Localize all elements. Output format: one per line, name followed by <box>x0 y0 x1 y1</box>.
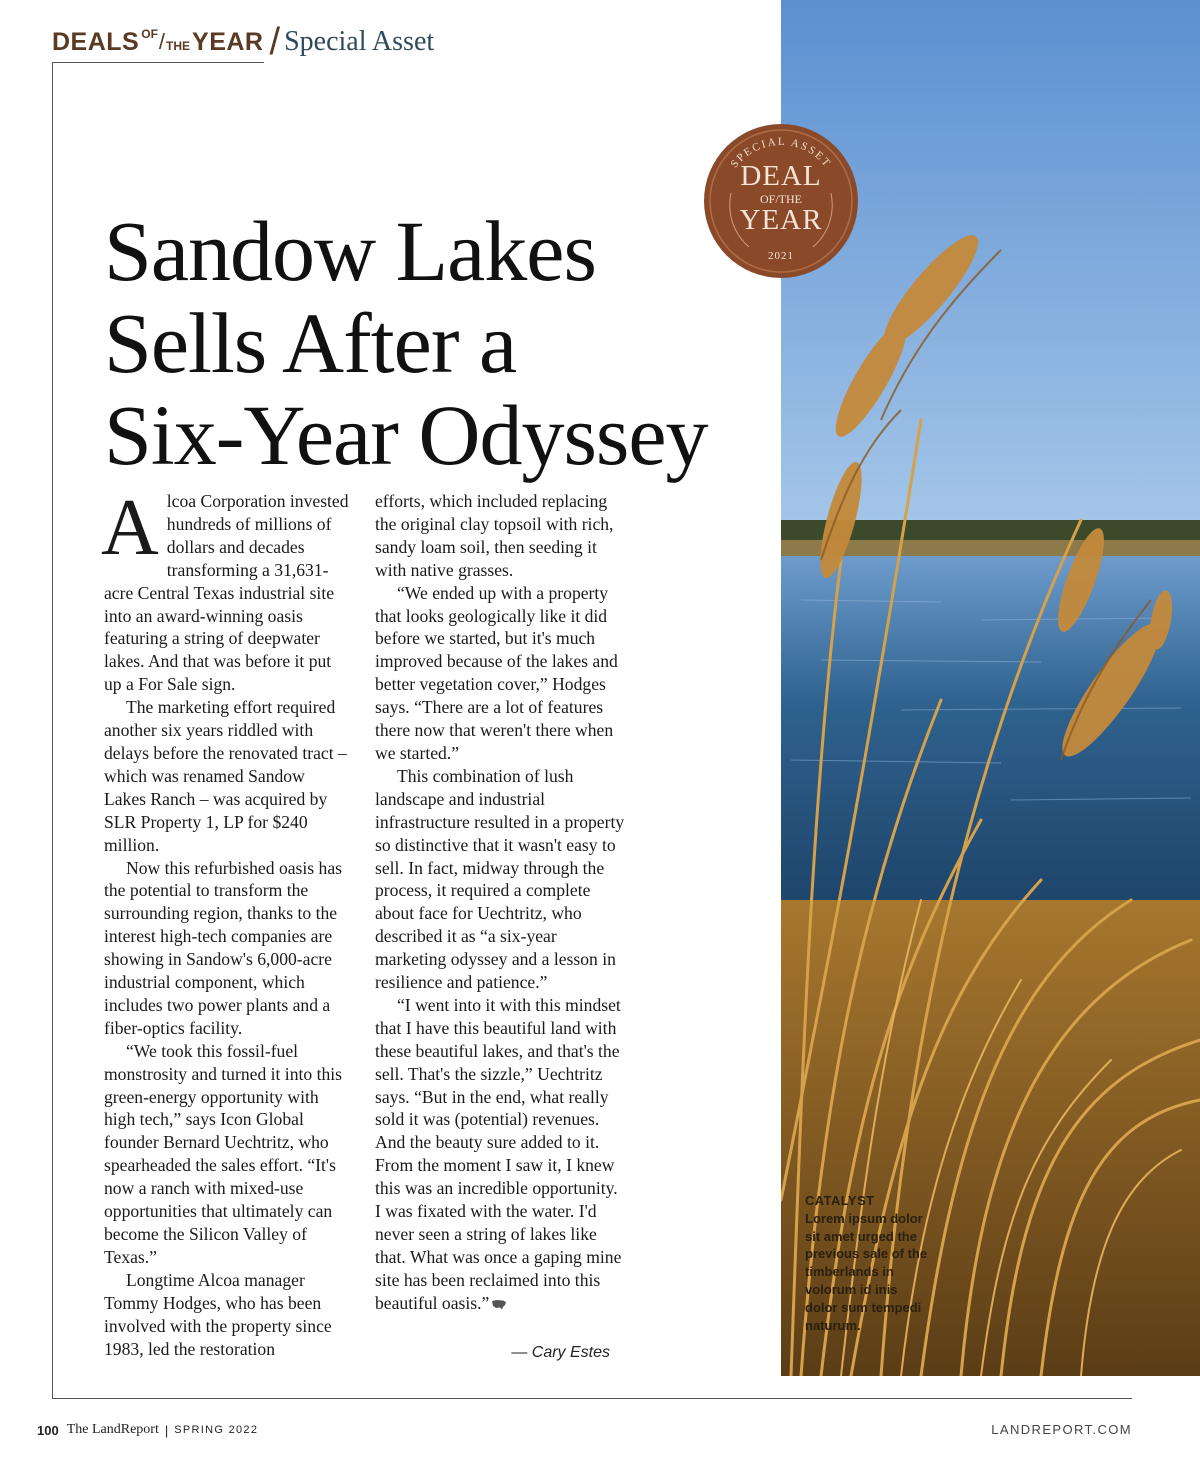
magazine-name: The LandReport <box>66 1422 159 1437</box>
paragraph: efforts, which included replacing the original clay topsoil with rich, sandy loam soil, then seeding it with native grasses. <box>375 491 614 580</box>
paragraph: The marketing effort required another six years riddled with delays before the renovated tract – which was renamed Sandow Lakes Ranch – was acquired by SLR Property 1, LP for $240 million. <box>104 697 347 855</box>
header-of-the-slash: / <box>158 29 166 54</box>
page-number: 100 <box>37 1422 59 1438</box>
drop-cap: A <box>101 484 159 572</box>
badge-of-the: OF/THE <box>760 192 802 206</box>
badge-deal: DEAL <box>740 160 822 192</box>
paragraph: “We took this fossil-fuel monstrosity and turned it into this green-energy opportunity with high tech,” says Icon Global founder Bernard Uechtritz, who spearheaded the sales effort. “It's now a ranch with mixed-use opportunities that ultimately can become the Silicon Valley of Texas.” <box>104 1040 342 1267</box>
section-header <box>52 22 434 62</box>
title-line: Sandow Lakes <box>104 203 596 299</box>
website-url[interactable]: LANDREPORT.COM <box>991 1422 1132 1437</box>
badge-award-year: 2021 <box>768 250 794 262</box>
header-the: THE <box>166 39 191 53</box>
paragraph-text: “I went into it with this mindset that I have this beautiful land with these beautiful lakes, and that's the sell. That's the sizzle,” Uechtritz says. “But in the end, what really sold it was (potential) revenues. And the beauty sure added to it. From the moment I saw it, I knew this was an incredible opportunity. I was fixated with the water. I'd never seen a string of lakes like that. What was once a gaping mine site has been reclaimed into this beautiful oasis.” <box>375 994 622 1313</box>
paragraph <box>375 994 625 1315</box>
caption-title: CATALYST <box>805 1193 875 1208</box>
byline: — Cary Estes <box>511 1344 610 1361</box>
article-column-1 <box>101 484 349 1360</box>
issue-date: SPRING 2022 <box>174 1424 259 1436</box>
usa-map-icon <box>491 1299 507 1310</box>
frame-top-rule <box>52 62 264 63</box>
paragraph: This combination of lush landscape and industrial infrastructure resulted in a property so distinctive that it wasn't easy to sell. In fact, midway through the process, it required a complete about face for Uechtritz, who described it as “a six-year marketing odyssey and a lesson in resilience and patience.” <box>375 765 625 993</box>
header-divider: / <box>269 20 281 63</box>
paragraph: Now this refurbished oasis has the potential to transform the surrounding region, thanks to the interest high-tech companies are showing in Sandow's 6,000-acre industrial component, which includes two power plants and a fiber-optics facility. <box>104 857 342 1038</box>
caption-text: Lorem ipsum dolor sit amet urged the previous sale of the timberlands in volorum id inis dolor sum tempedi naturum. <box>805 1210 928 1333</box>
footer-separator: | <box>164 1422 169 1438</box>
paragraph <box>101 484 349 696</box>
article-column-2 <box>375 490 625 1315</box>
footer-left <box>37 1422 258 1438</box>
header-year: YEAR <box>192 27 264 56</box>
header-deals: DEALS <box>52 27 140 56</box>
photo-caption <box>805 1192 931 1334</box>
frame-bottom-rule <box>52 1398 1132 1399</box>
article-title <box>104 205 764 481</box>
title-line: Six-Year Odyssey <box>104 387 708 483</box>
title-line: Sells After a <box>104 295 517 391</box>
paragraph: Longtime Alcoa manager Tommy Hodges, who has been involved with the property since 1983, led the restoration <box>104 1269 332 1359</box>
section-name: Special Asset <box>284 26 435 57</box>
header-of: OF <box>141 27 158 41</box>
paragraph-text: lcoa Corporation invested hundreds of millions of dollars and decades transforming a 31,631-acre Central Texas industrial site into an award-winning oasis featuring a string of deepwater lakes. And that was before it put up a For Sale sign. <box>104 491 349 695</box>
paragraph: “We ended up with a property that looks geologically like it did before we started, but it's much improved because of the lakes and better vegetation cover,” Hodges says. “There are a lot of features there now that weren't there when we started.” <box>375 582 618 763</box>
frame-left-rule <box>52 62 53 1399</box>
badge-top-arc: SPECIAL ASSET <box>728 135 834 171</box>
badge-year: YEAR <box>739 204 823 236</box>
